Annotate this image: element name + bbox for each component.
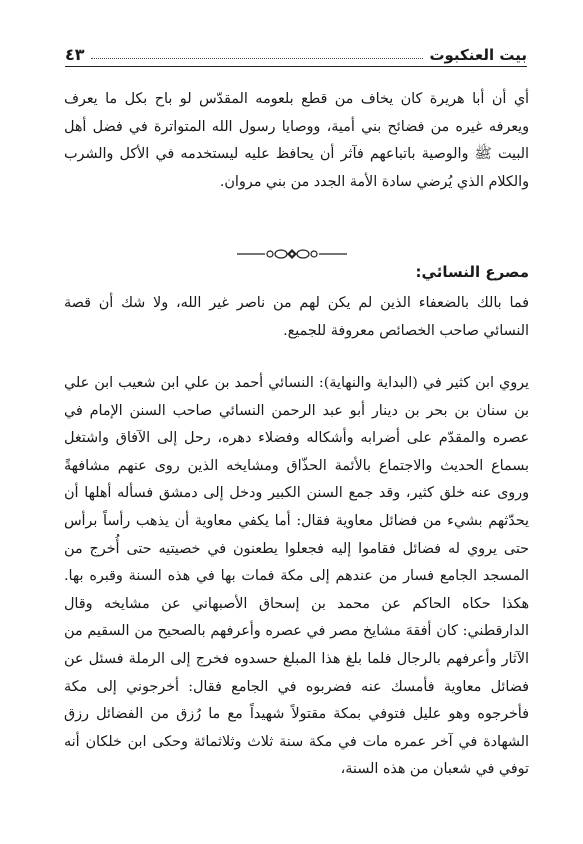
paragraph-nasai-intro: فما بالك بالضعفاء الذين لم يكن لهم من ناصر غير الله، ولا شك أن قصة النسائي صاحب الخصائص معروفة للجميع. (64, 295, 529, 339)
running-title: بيت العنكبوت (429, 46, 527, 64)
paragraph-ibn-kathir-quote: يروي ابن كثير في (البداية والنهاية): النسائي أحمد بن علي ابن شعيب ابن علي بن سنان بن بحر بن دينار أبو عبد الرحمن النسائي صاحب السنن الإمام في عصره والمقدّم على أضرابه وأشكاله وفضلاء دهره، رحل إلى الآفاق واشتغل بسماع الحديث والاجتماع بالأئمة الحذّاق ومشايخه الذين روى عنهم مشافهةً وروى عنه خلق كثير، وقد جمع السنن الكبير ودخل إلى دمشق فسأله أهلها أن يحدّثهم بشيء من فضائل معاوية فقال: أما يكفي معاوية أن يذهب رأساً برأس حتى يروي له فضائل فقاموا إليه فجعلوا يطعنون في خصيتيه حتى أُخرج من المسجد الجامع فسار من عندهم إلى مكة فمات بها في هذه السنة وقبره بها. هكذا حكاه الحاكم عن محمد بن إسحاق الأصبهاني عن مشايخه وقال الدارقطني: كان أفقهَ مشايخ مصر في عصره وأعرفهم بالصحيح من السقيم من الآثار وأعرفهم بالرجال فلما بلغ هذا المبلغ حسدوه فخرج إلى الرملة فسئل عن فضائل معاوية فأمسك عنه فضربوه في الجامع فقال: أخرجوني إلى مكة فأخرجوه وهو عليل فتوفي بمكة مقتولاً شهيداً مع ما رُزق من الفضائل رزق الشهادة في آخر عمره مات في مكة سنة ثلاث وثلاثمائة وحكى ابن خلكان أنه توفي في شعبان من هذه السنة، (64, 375, 529, 778)
header-rule (65, 66, 527, 67)
section-divider-ornament (0, 246, 583, 260)
leader-dots (91, 58, 424, 59)
paragraph-abu-hurayra: أي أن أبا هريرة كان يخاف من قطع بلعومه المقدّس لو باح بكل ما يعرف ويعرفه غيره من فضائح بني أمية، ووصايا رسول الله المتواترة في فضل أهل البيت ﷺ والوصية باتباعهم فآثر أن يحافظ عليه ليستخدمه في الأكل والشرب والكلام الذي يُرضي سادة الأمة الجدد من بني مروان. (64, 91, 529, 190)
running-header (65, 40, 527, 64)
section-heading: مصرع النسائي: (415, 263, 529, 281)
page-number: ٤٣ (65, 45, 85, 64)
